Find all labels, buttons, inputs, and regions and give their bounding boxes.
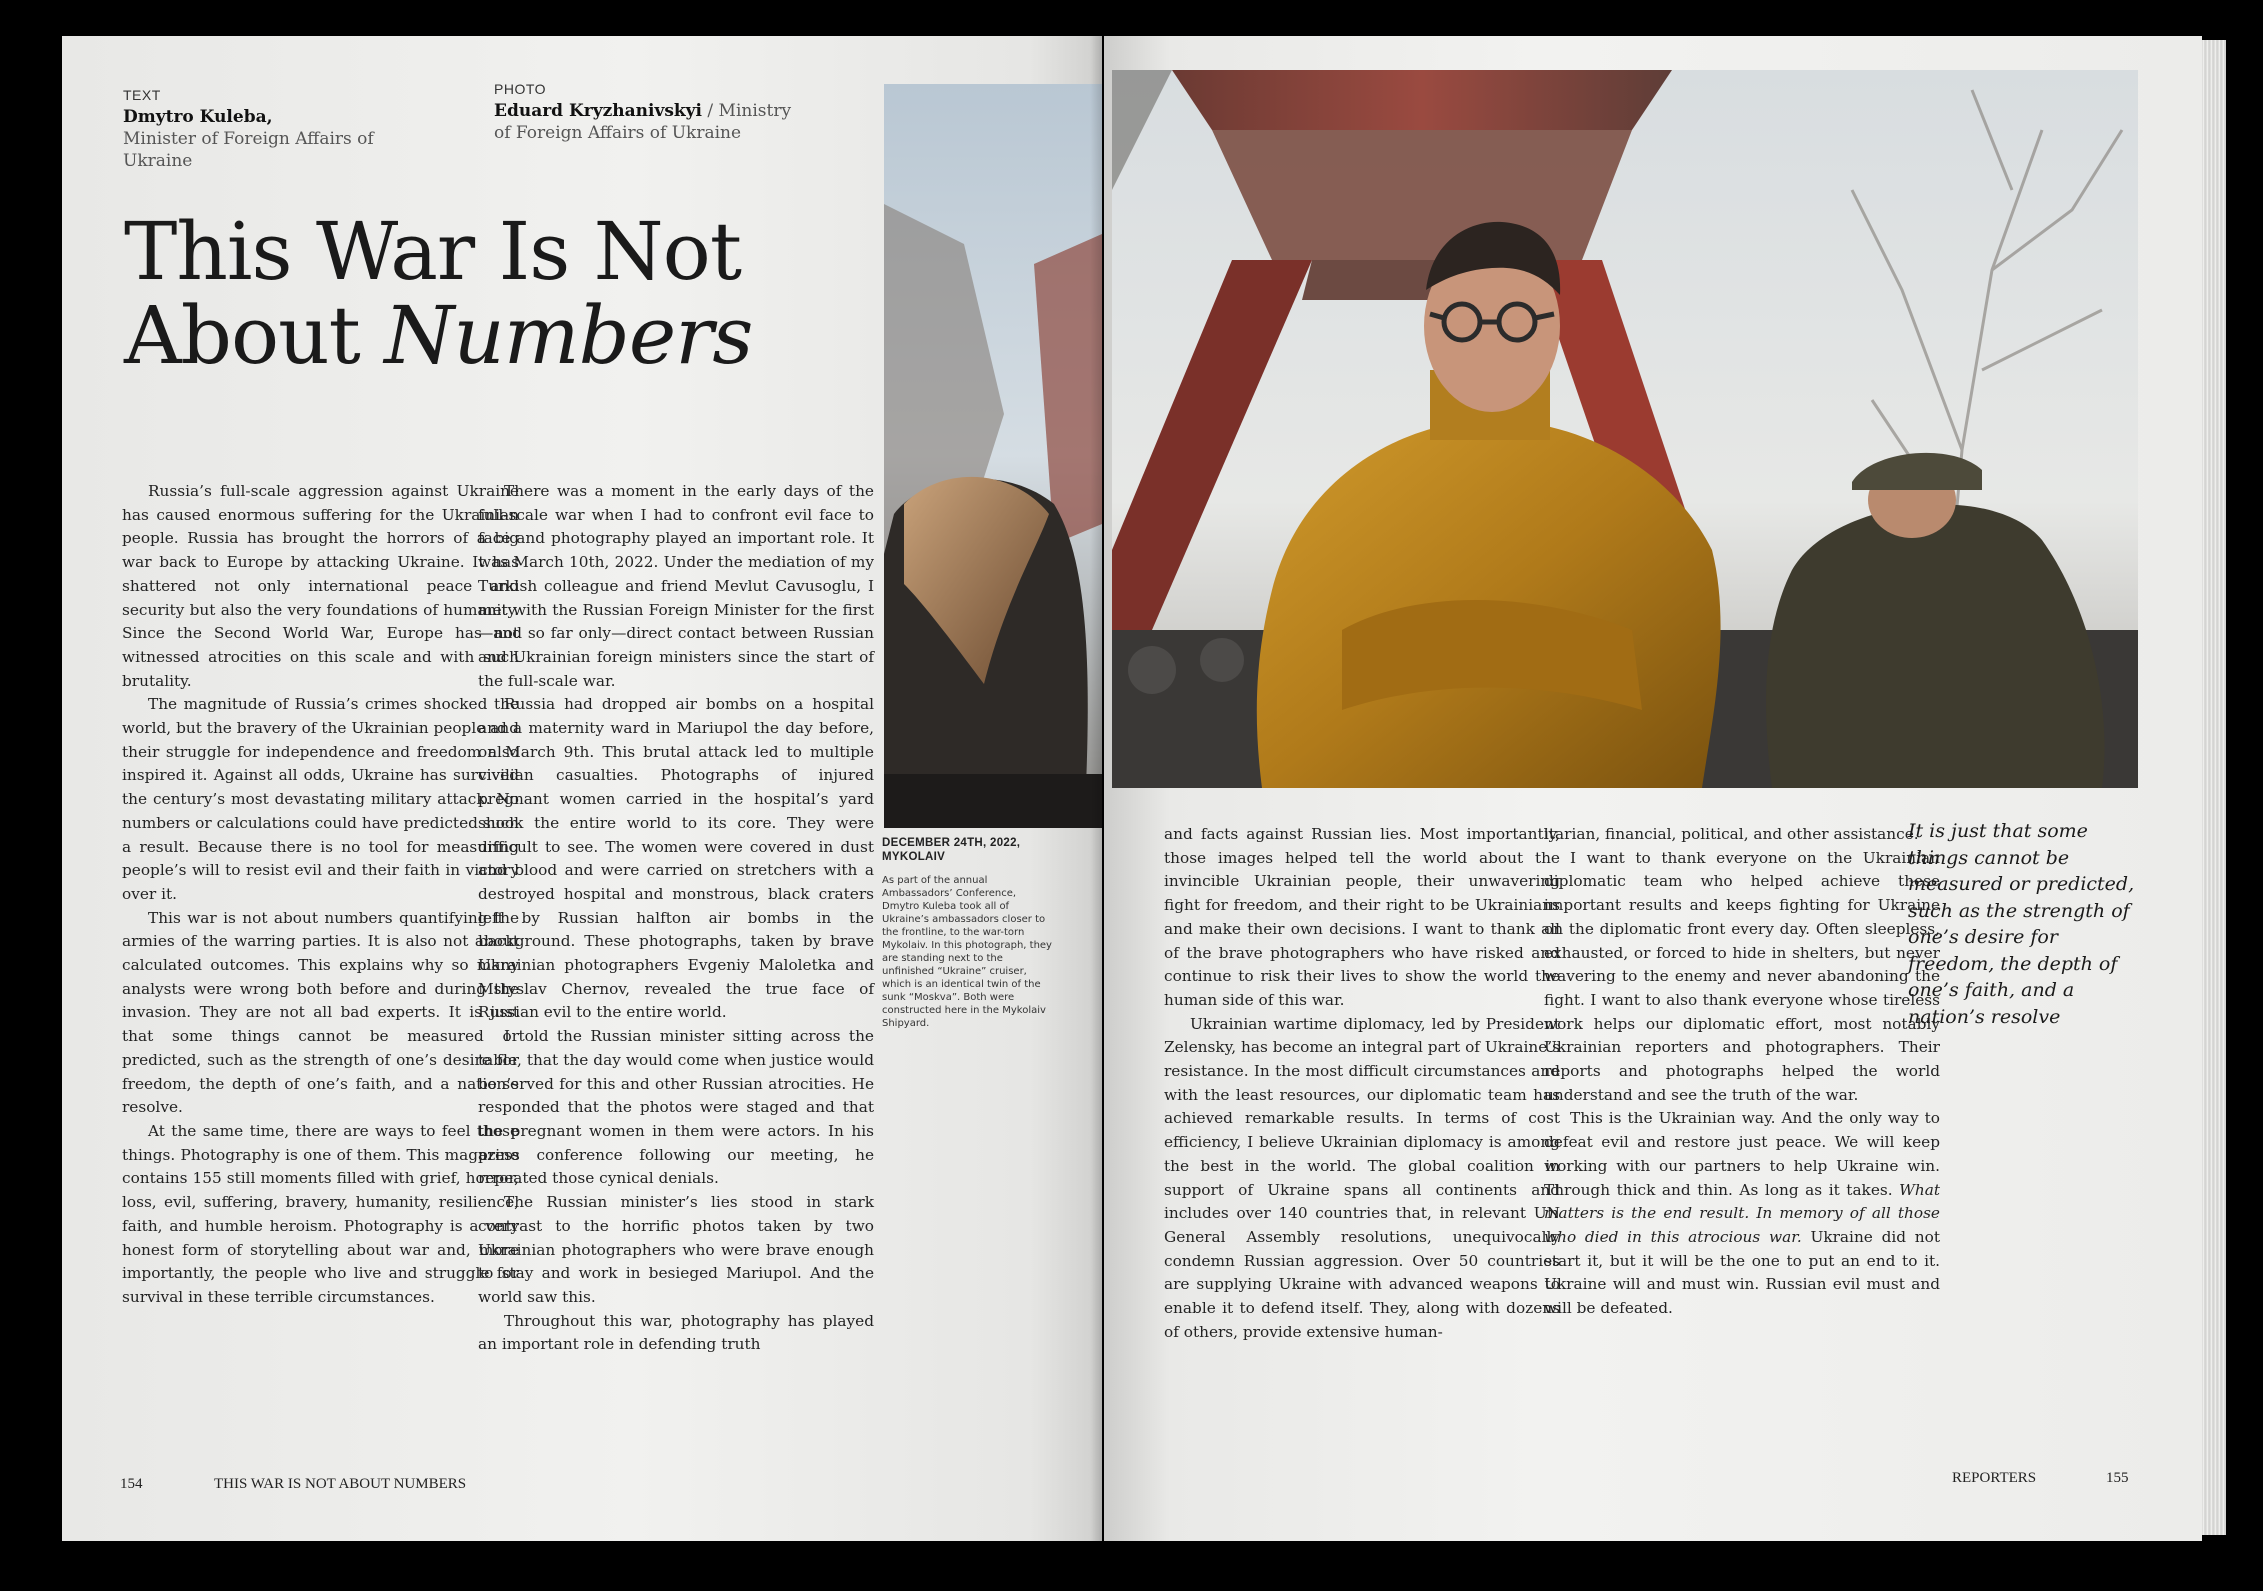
- page-number-right: 155: [2106, 1470, 2129, 1486]
- paragraph: Russia had dropped air bombs on a hospital and a maternity ward in Mariupol the day before, on March 9th. This brutal attack led to multiple civilian casualties. Photographs of injured pregnant women carried in the hospital’s yard shook the entire world to its core. They were difficult to see. The women were covered in dust and blood and were carried on stretchers with a destroyed hospital and monstrous, black craters left by Russian halfton air bombs in the background. These photographs, taken by brave Ukrainian photographers Evgeniy Maloletka and Mstyslav Chernov, revealed the true face of Russian evil to the entire world.: [478, 695, 874, 1022]
- paragraph: The magnitude of Russia’s crimes shocked the world, but the bravery of the Ukrainian people and their struggle for independence and freedom also inspired it. Against all odds, Ukraine has survived the century’s most devastating military attack. No numbers or calculations could have predicted such a result. Because there is no tool for measuring people’s will to resist evil and their faith in victory over it.: [122, 695, 519, 903]
- text-credit-label: TEXT: [123, 87, 161, 103]
- paragraph: [1544, 1107, 1940, 1320]
- paragraph: Throughout this war, photography has played an important role in defending truth: [478, 1311, 874, 1354]
- photo-left-part: [884, 84, 1102, 828]
- paragraph-italic-part: What matters is the end result. In memory of all those who died in this atrocious war.: [1544, 1180, 1940, 1246]
- title-line-1: This War Is Not: [124, 205, 741, 298]
- paragraph: At the same time, there are ways to feel those things. Photography is one of them. This magazine contains 155 still moments filled with grief, horror, loss, evil, suffering, bravery, humanity, resilience, faith, and humble heroism. Photography is a very honest form of storytelling about war and, more importantly, the people who live and struggle for survival in these terrible circumstances.: [122, 1121, 519, 1306]
- paragraph-part: This is the Ukrainian way. And the only way to defeat evil and restore just peace. We will keep working with our partners to help Ukraine win. Through thick and thin. As long as it takes.: [1544, 1109, 1940, 1199]
- page-edges: [2198, 40, 2226, 1535]
- paragraph: I want to thank everyone on the Ukrainian diplomatic team who helped achieve these important results and keeps fighting for Ukraine on the diplomatic front every day. Often sleepless, exhausted, or forced to hide in shelters, but never wavering to the enemy and never abandoning the fight. I want to also thank everyone whose tireless work helps our diplomatic effort, most notably Ukrainian reporters and photographers. Their reports and photographs helped the world understand and see the truth of the war.: [1544, 848, 1940, 1104]
- caption-place: MYKOLAIV: [882, 851, 946, 863]
- right-page: [1104, 36, 2202, 1541]
- paragraph: itarian, financial, political, and other assistance.: [1544, 825, 1919, 843]
- photo-caption: [882, 836, 1052, 1030]
- text-credit-name: Dmytro Kuleba,: [123, 107, 273, 127]
- column-3: [1164, 823, 1560, 1344]
- photo-credit-name: Eduard Kryzhanivskyi: [494, 101, 703, 121]
- paragraph: and facts against Russian lies. Most importantly, those images helped tell the world about the invincible Ukrainian people, their unwavering fight for freedom, and their right to be Ukrainians and make their own decisions. I want to thank all of the brave photographers who have risked and continue to risk their lives to show the world the human side of this war.: [1164, 825, 1560, 1009]
- caption-body: As part of the annual Ambassadors’ Conference, Dmytro Kuleba took all of Ukraine’s ambassadors closer to the frontline, to the war-torn Mykolaiv. In this photograph, they are standing next to the unfinished “Ukraine” cruiser, which is an identical twin of the sunk “Moskva”. Both were constructed here in the Mykolaiv Shipyard.: [882, 875, 1052, 1029]
- paragraph: Ukrainian wartime diplomacy, led by President Zelensky, has become an integral part of Ukraine’s resistance. In the most difficult circumstances and with the least resources, our diplomatic team has achieved remarkable results. In terms of cost efficiency, I believe Ukrainian diplomacy is among the best in the world. The global coalition in support of Ukraine spans all continents and includes over 140 countries that, in relevant UN General Assembly resolutions, unequivocally condemn Russian aggression. Over 50 countries are supplying Ukraine with advanced weapons to enable it to defend itself. They, along with dozens of others, provide extensive human-: [1164, 1014, 1560, 1341]
- title-line-2-italic: Numbers: [384, 289, 753, 382]
- column-2: [478, 480, 874, 1357]
- paragraph-part: Ukraine did not start it, but it will be the one to put an end to it. Ukraine will and must win. Russian evil must and will be defeated.: [1544, 1227, 1940, 1318]
- photo-credit-label: PHOTO: [494, 81, 547, 97]
- page-number-left: 154: [120, 1476, 143, 1492]
- paragraph: I told the Russian minister sitting across the table, that the day would come when justice would be served for this and other Russian atrocities. He responded that the photos were staged and that the pregnant women in them were actors. In his press conference following our meeting, he repeated those cynical denials.: [478, 1027, 874, 1188]
- column-1: [122, 480, 519, 1310]
- paragraph: Russia’s full-scale aggression against Ukraine has caused enormous suffering for the Ukrainian people. Russia has brought the horrors of a big war back to Europe by attacking Ukraine. It has shattered not only international peace and security but also the very foundations of humanity. Since the Second World War, Europe has not witnessed atrocities on this scale and with such brutality.: [122, 482, 519, 690]
- photo-main: [1112, 70, 2138, 788]
- photo-credit-role-1: / Ministry: [702, 101, 792, 121]
- page-title: [124, 205, 844, 382]
- photo-credit: [494, 78, 794, 144]
- photo-credit-role-2: of Foreign Affairs of Ukraine: [494, 123, 742, 143]
- running-head-right: REPORTERS: [1952, 1470, 2037, 1486]
- text-credit-role: Minister of Foreign Affairs of Ukraine: [123, 129, 374, 171]
- paragraph: There was a moment in the early days of the full-scale war when I had to confront evil face to face and photography played an important role. It was March 10th, 2022. Under the mediation of my Turkish colleague and friend Mevlut Cavusoglu, I met with the Russian Foreign Minister for the first—and so far only—direct contact between Russian and Ukrainian foreign ministers since the start of the full-scale war.: [478, 482, 874, 690]
- caption-date: DECEMBER 24TH, 2022,: [882, 837, 1021, 849]
- title-line-2-plain: About: [124, 289, 385, 382]
- paragraph: This war is not about numbers quantifying the armies of the warring parties. It is also not about calculated outcomes. This explains why so many analysts were wrong both before and during the invasion. They are not all bad experts. It is just that some things cannot be measured or predicted, such as the strength of one’s desire for freedom, the depth of one’s faith, and a nation’s resolve.: [122, 908, 519, 1117]
- text-credit: [123, 84, 383, 172]
- column-4: [1544, 823, 1940, 1321]
- pull-quote: It is just that some things cannot be measured or predicted, such as the strength of one’s desire for freedom, the depth of one’s faith, and a nation’s resolve: [1908, 820, 2135, 1028]
- running-head-left: THIS WAR IS NOT ABOUT NUMBERS: [214, 1476, 467, 1492]
- left-page: [62, 36, 1102, 1541]
- caption-title: [882, 836, 1052, 864]
- paragraph: The Russian minister’s lies stood in stark contrast to the horrific photos taken by two Ukrainian photographers who were brave enough to stay and work in besieged Mariupol. And the world saw this.: [478, 1193, 874, 1306]
